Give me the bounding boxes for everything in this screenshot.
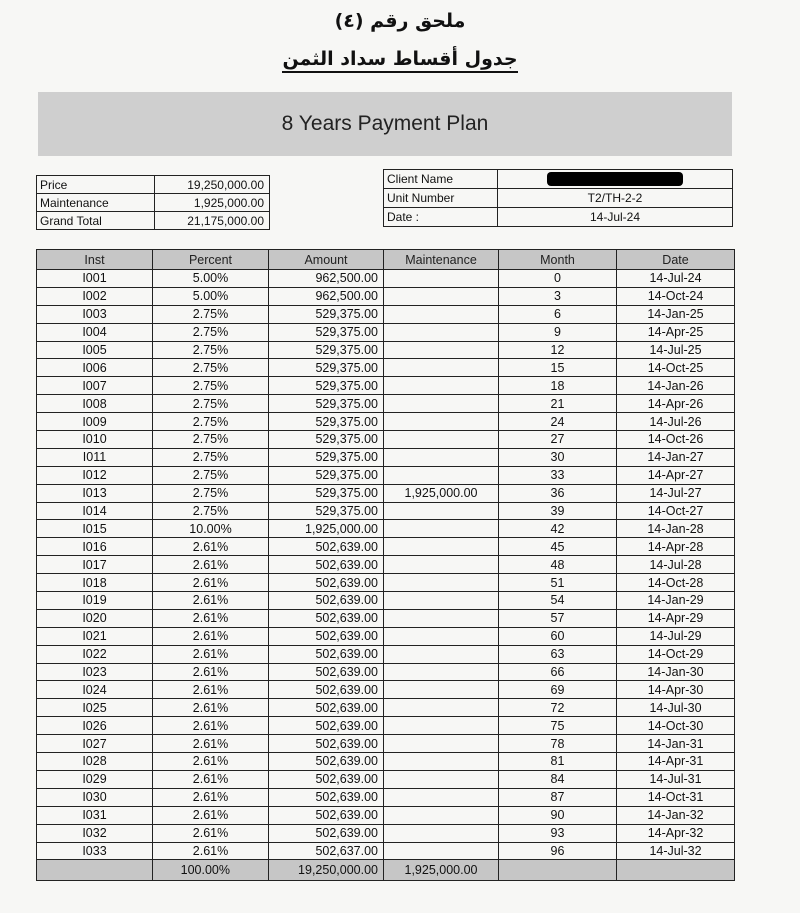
cell-percent: 2.61% [153,699,269,717]
cell-percent: 2.61% [153,806,269,824]
cell-percent: 2.61% [153,735,269,753]
annex-number: ملحق رقم (٤) [334,10,466,32]
client-name-value [498,170,733,189]
cell-date: 14-Oct-27 [617,502,735,520]
cell-month: 45 [499,538,617,556]
grand-total-value: 21,175,000.00 [155,212,270,230]
cell-percent: 2.61% [153,663,269,681]
plan-title: 8 Years Payment Plan [281,112,489,135]
cell-date: 14-Apr-31 [617,753,735,771]
cell-maintenance [384,538,499,556]
table-row [37,681,735,699]
table-row [37,520,735,538]
cell-date: 14-Jan-30 [617,663,735,681]
table-row [37,717,735,735]
cell-month: 81 [499,753,617,771]
table-row [37,323,735,341]
cell-maintenance [384,753,499,771]
cell-inst: I003 [37,305,153,323]
cell-amount: 529,375.00 [269,395,384,413]
cell-amount: 502,639.00 [269,717,384,735]
cell-month: 69 [499,681,617,699]
cell-percent: 2.61% [153,609,269,627]
col-header-percent: Percent [153,250,269,270]
cell-inst: I007 [37,377,153,395]
col-header-amount: Amount [269,250,384,270]
client-name-label: Client Name [384,170,498,189]
cell-inst: I022 [37,645,153,663]
client-name-row [384,170,733,189]
grand-total-row [37,212,270,230]
cell-amount: 502,639.00 [269,753,384,771]
cell-date: 14-Apr-29 [617,609,735,627]
cell-month: 36 [499,484,617,502]
cell-date: 14-Jul-32 [617,842,735,860]
table-row [37,735,735,753]
cell-month: 24 [499,413,617,431]
cell-inst: I019 [37,592,153,610]
cell-inst: I016 [37,538,153,556]
cell-month: 3 [499,287,617,305]
cell-amount: 529,375.00 [269,341,384,359]
cell-inst: I001 [37,270,153,288]
cell-inst: I017 [37,556,153,574]
cell-amount: 502,639.00 [269,538,384,556]
cell-maintenance [384,431,499,449]
table-row [37,359,735,377]
table-row [37,842,735,860]
cell-percent: 2.61% [153,842,269,860]
cell-inst: I013 [37,484,153,502]
cell-inst: I032 [37,824,153,842]
cell-month: 78 [499,735,617,753]
cell-month: 0 [499,270,617,288]
cell-inst: I015 [37,520,153,538]
cell-amount: 502,639.00 [269,824,384,842]
price-label: Price [37,176,155,194]
cell-maintenance [384,305,499,323]
cell-maintenance [384,359,499,377]
cell-month: 60 [499,627,617,645]
cell-percent: 2.61% [153,770,269,788]
table-row [37,753,735,771]
grand-total-label: Grand Total [37,212,155,230]
cell-date: 14-Jan-32 [617,806,735,824]
cell-maintenance [384,395,499,413]
table-row [37,770,735,788]
annex-subtitle-text: جدول أقساط سداد الثمن [282,48,517,73]
cell-inst: I006 [37,359,153,377]
cell-percent: 2.61% [153,645,269,663]
cell-inst: I028 [37,753,153,771]
cell-amount: 529,375.00 [269,305,384,323]
cell-month: 15 [499,359,617,377]
cell-month: 84 [499,770,617,788]
cell-maintenance [384,735,499,753]
cell-maintenance [384,806,499,824]
cell-amount: 502,639.00 [269,681,384,699]
cell-maintenance [384,592,499,610]
cell-date: 14-Jul-30 [617,699,735,717]
cell-amount: 962,500.00 [269,270,384,288]
cell-amount: 502,639.00 [269,574,384,592]
cell-maintenance [384,574,499,592]
price-row [37,176,270,194]
cell-date: 14-Jan-26 [617,377,735,395]
cell-inst: I029 [37,770,153,788]
cell-month: 27 [499,431,617,449]
cell-amount: 529,375.00 [269,502,384,520]
table-row [37,556,735,574]
total-percent: 100.00% [153,860,269,881]
cell-amount: 529,375.00 [269,323,384,341]
cell-maintenance [384,520,499,538]
cell-month: 87 [499,788,617,806]
col-header-maintenance: Maintenance [384,250,499,270]
table-row [37,466,735,484]
cell-inst: I009 [37,413,153,431]
cell-maintenance [384,609,499,627]
cell-date: 14-Oct-28 [617,574,735,592]
plan-title-banner [38,92,732,156]
installment-rows [37,270,735,860]
cell-month: 72 [499,699,617,717]
cell-amount: 529,375.00 [269,448,384,466]
cell-inst: I023 [37,663,153,681]
maintenance-row [37,194,270,212]
total-month [499,860,617,881]
table-row [37,788,735,806]
cell-percent: 2.75% [153,448,269,466]
table-row [37,574,735,592]
date-label: Date : [384,208,498,227]
cell-month: 90 [499,806,617,824]
cell-inst: I033 [37,842,153,860]
cell-maintenance [384,270,499,288]
cell-month: 42 [499,520,617,538]
cell-percent: 2.75% [153,395,269,413]
cell-amount: 502,637.00 [269,842,384,860]
cell-date: 14-Apr-28 [617,538,735,556]
cell-amount: 1,925,000.00 [269,520,384,538]
total-maintenance: 1,925,000.00 [384,860,499,881]
cell-maintenance [384,663,499,681]
cell-percent: 2.61% [153,681,269,699]
cell-inst: I021 [37,627,153,645]
cell-amount: 529,375.00 [269,413,384,431]
cell-date: 14-Jan-28 [617,520,735,538]
maintenance-value: 1,925,000.00 [155,194,270,212]
cell-inst: I010 [37,431,153,449]
cell-percent: 2.61% [153,574,269,592]
price-summary-table [36,175,270,230]
cell-month: 93 [499,824,617,842]
cell-percent: 2.61% [153,717,269,735]
cell-month: 48 [499,556,617,574]
cell-percent: 2.61% [153,824,269,842]
unit-number-row [384,189,733,208]
cell-maintenance [384,627,499,645]
table-row [37,824,735,842]
cell-inst: I005 [37,341,153,359]
cell-amount: 529,375.00 [269,377,384,395]
table-row [37,609,735,627]
cell-month: 54 [499,592,617,610]
date-value: 14-Jul-24 [498,208,733,227]
cell-date: 14-Jul-24 [617,270,735,288]
cell-amount: 502,639.00 [269,735,384,753]
cell-percent: 10.00% [153,520,269,538]
cell-date: 14-Oct-29 [617,645,735,663]
cell-month: 96 [499,842,617,860]
cell-maintenance [384,502,499,520]
cell-maintenance [384,466,499,484]
cell-percent: 2.61% [153,592,269,610]
cell-maintenance [384,323,499,341]
cell-amount: 502,639.00 [269,699,384,717]
cell-percent: 5.00% [153,270,269,288]
cell-percent: 2.75% [153,484,269,502]
cell-inst: I004 [37,323,153,341]
cell-month: 9 [499,323,617,341]
col-header-inst: Inst [37,250,153,270]
cell-inst: I014 [37,502,153,520]
cell-amount: 502,639.00 [269,788,384,806]
table-row [37,305,735,323]
cell-inst: I031 [37,806,153,824]
cell-inst: I012 [37,466,153,484]
table-row [37,592,735,610]
cell-amount: 502,639.00 [269,770,384,788]
cell-percent: 2.61% [153,788,269,806]
cell-month: 63 [499,645,617,663]
cell-amount: 962,500.00 [269,287,384,305]
cell-month: 39 [499,502,617,520]
cell-percent: 2.75% [153,466,269,484]
maintenance-label: Maintenance [37,194,155,212]
cell-amount: 502,639.00 [269,627,384,645]
cell-amount: 529,375.00 [269,431,384,449]
table-row [37,538,735,556]
cell-date: 14-Oct-30 [617,717,735,735]
cell-maintenance: 1,925,000.00 [384,484,499,502]
cell-percent: 2.75% [153,359,269,377]
cell-maintenance [384,413,499,431]
cell-percent: 2.75% [153,431,269,449]
cell-date: 14-Oct-31 [617,788,735,806]
cell-date: 14-Oct-25 [617,359,735,377]
table-row [37,699,735,717]
cell-maintenance [384,717,499,735]
cell-month: 66 [499,663,617,681]
cell-date: 14-Jan-25 [617,305,735,323]
cell-date: 14-Jan-27 [617,448,735,466]
cell-month: 51 [499,574,617,592]
cell-date: 14-Oct-24 [617,287,735,305]
cell-maintenance [384,448,499,466]
cell-inst: I026 [37,717,153,735]
cell-inst: I002 [37,287,153,305]
annex-subtitle [0,48,800,70]
cell-month: 21 [499,395,617,413]
cell-percent: 5.00% [153,287,269,305]
cell-amount: 529,375.00 [269,484,384,502]
installment-table [36,249,735,881]
cell-percent: 2.75% [153,377,269,395]
cell-maintenance [384,788,499,806]
cell-inst: I018 [37,574,153,592]
cell-percent: 2.75% [153,341,269,359]
cell-percent: 2.75% [153,502,269,520]
col-header-date: Date [617,250,735,270]
table-row [37,413,735,431]
cell-amount: 502,639.00 [269,592,384,610]
table-row [37,377,735,395]
cell-maintenance [384,645,499,663]
table-row [37,484,735,502]
cell-date: 14-Jan-31 [617,735,735,753]
cell-inst: I011 [37,448,153,466]
cell-month: 6 [499,305,617,323]
price-value: 19,250,000.00 [155,176,270,194]
cell-date: 14-Jul-25 [617,341,735,359]
total-amount: 19,250,000.00 [269,860,384,881]
cell-percent: 2.61% [153,627,269,645]
cell-amount: 502,639.00 [269,663,384,681]
cell-date: 14-Oct-26 [617,431,735,449]
cell-maintenance [384,824,499,842]
cell-percent: 2.61% [153,556,269,574]
table-row [37,627,735,645]
table-row [37,645,735,663]
cell-amount: 502,639.00 [269,645,384,663]
table-row [37,270,735,288]
cell-date: 14-Jul-31 [617,770,735,788]
cell-amount: 502,639.00 [269,556,384,574]
cell-date: 14-Jul-27 [617,484,735,502]
cell-inst: I020 [37,609,153,627]
unit-number-value: T2/TH-2-2 [498,189,733,208]
cell-percent: 2.61% [153,753,269,771]
redaction-bar [547,172,683,186]
cell-maintenance [384,842,499,860]
table-row [37,287,735,305]
table-row [37,663,735,681]
cell-maintenance [384,341,499,359]
table-row [37,431,735,449]
cell-maintenance [384,699,499,717]
cell-percent: 2.61% [153,538,269,556]
cell-month: 75 [499,717,617,735]
table-row [37,395,735,413]
cell-date: 14-Apr-30 [617,681,735,699]
cell-month: 12 [499,341,617,359]
table-row [37,502,735,520]
cell-percent: 2.75% [153,323,269,341]
table-row [37,806,735,824]
table-row [37,448,735,466]
cell-date: 14-Jul-26 [617,413,735,431]
cell-date: 14-Jul-28 [617,556,735,574]
client-info-table [383,169,733,227]
cell-percent: 2.75% [153,413,269,431]
unit-number-label: Unit Number [384,189,498,208]
cell-inst: I027 [37,735,153,753]
cell-date: 14-Apr-26 [617,395,735,413]
total-date [617,860,735,881]
cell-date: 14-Apr-25 [617,323,735,341]
cell-month: 57 [499,609,617,627]
cell-inst: I030 [37,788,153,806]
table-row [37,341,735,359]
cell-maintenance [384,770,499,788]
date-row [384,208,733,227]
cell-date: 14-Jul-29 [617,627,735,645]
cell-amount: 529,375.00 [269,359,384,377]
cell-maintenance [384,556,499,574]
cell-inst: I024 [37,681,153,699]
cell-inst: I025 [37,699,153,717]
col-header-month: Month [499,250,617,270]
cell-month: 18 [499,377,617,395]
cell-inst: I008 [37,395,153,413]
cell-month: 33 [499,466,617,484]
cell-maintenance [384,681,499,699]
totals-row [37,860,735,881]
cell-date: 14-Apr-32 [617,824,735,842]
cell-month: 30 [499,448,617,466]
cell-date: 14-Jan-29 [617,592,735,610]
cell-date: 14-Apr-27 [617,466,735,484]
table-header-row [37,250,735,270]
cell-amount: 502,639.00 [269,806,384,824]
total-inst [37,860,153,881]
cell-percent: 2.75% [153,305,269,323]
cell-amount: 529,375.00 [269,466,384,484]
cell-maintenance [384,287,499,305]
cell-maintenance [384,377,499,395]
cell-amount: 502,639.00 [269,609,384,627]
